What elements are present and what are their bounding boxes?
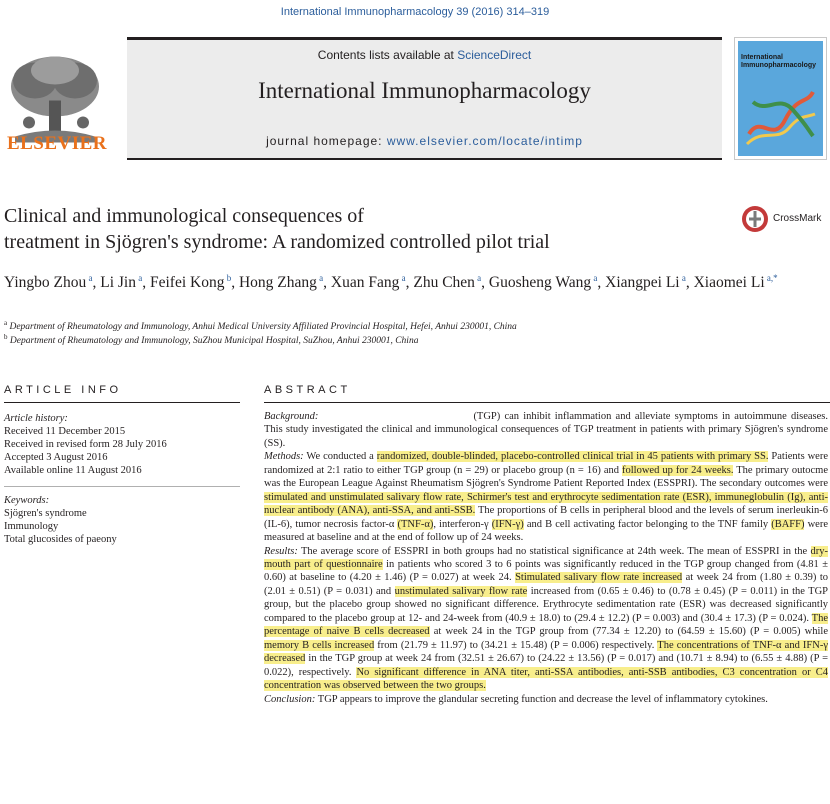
author-affiliation-mark[interactable]: b — [224, 273, 232, 283]
background-label: Background: — [264, 411, 319, 422]
text-run: The primary outocme was the European League Against Rheumatism Sjögren's Syndrome Patient Reported Index (ESSPRI). The secondary outcomes were — [264, 464, 828, 490]
redacted-gap — [318, 410, 473, 420]
highlighted-text: memory B cells increased — [264, 639, 375, 651]
highlighted-text: (BAFF) — [771, 518, 805, 530]
article-title-line-1: Clinical and immunological consequences of — [4, 205, 364, 227]
article-info-heading: ARTICLE INFO — [4, 384, 122, 396]
cover-title: International Immunopharmacology — [741, 54, 817, 69]
highlighted-text: The concentrations of TNF-α and IFN-γ decreased — [264, 639, 828, 665]
keyword-item: Sjögren's syndrome — [4, 508, 87, 519]
text-run: increased from (0.65 ± 0.46) to (0.78 ± 0.45) (P = 0.011) in the TGP group, but the placebo group showed no significant difference. Erythrocyte sedimentation rate (ESR) was decreased significantly compared to the placebo group at 12- and 24-week from (40.9 ± 18.0) to (29.4 ± 12.2) (P = 0.003) and (30.4 ± 17.3) (P = 0.024). — [264, 585, 829, 624]
text-run: , interferon-γ — [433, 518, 492, 530]
highlighted-text: No significant difference in ANA titer, anti-SSA antibodies, anti-SSB antibodies, C3 concentration or C4 concentration was observed between the two groups. — [264, 666, 828, 692]
text-run: at week 24 in the TGP group from (77.34 ± 12.20) to (64.59 ± 15.60) (P = 0.005) while — [429, 626, 828, 638]
highlighted-text: (TNF-α) — [397, 518, 434, 530]
history-label: Article history: — [4, 413, 68, 424]
author-affiliation-mark[interactable]: a,* — [764, 273, 778, 283]
crossmark-label: CrossMark — [773, 213, 822, 224]
crossmark-badge[interactable] — [741, 205, 830, 235]
article-history — [4, 412, 240, 477]
background-text: (TGP) can inhibit inflammation and alleviate symptoms in autoimmune diseases. This study investigated the clinical and immunological consequences of TGP treatment in patients with primary Sjögren's syndrome (SS). — [264, 411, 828, 449]
homepage-prefix: journal homepage: — [266, 134, 387, 148]
article-title — [4, 203, 724, 255]
conclusion-label: Conclusion: — [264, 693, 316, 705]
journal-cover-thumbnail[interactable] — [734, 37, 827, 160]
contents-prefix: Contents lists available at — [317, 48, 458, 62]
text-run: The proportions of B cells in peripheral blood and the levels of serum inerleukin-6 (IL-6), tumor necrosis factor-α — [264, 505, 828, 530]
cover-molecule-image — [743, 84, 817, 150]
author-name[interactable] — [605, 274, 686, 291]
history-accepted: Accepted 3 August 2016 — [4, 452, 108, 463]
affiliation-a-text: Department of Rheumatology and Immunology, Anhui Medical University Affiliated Provincial Hospital, Hefei, Anhui 230001, China — [9, 322, 517, 333]
contents-line — [127, 48, 722, 62]
text-run: from (21.79 ± 11.97) to (34.21 ± 15.48) (P = 0.006) respectively. — [374, 639, 658, 651]
keyword-item: Immunology — [4, 521, 59, 532]
author-name-text[interactable]: Xiangpei Li — [605, 274, 680, 292]
journal-title: International Immunopharmacology — [258, 78, 591, 103]
history-revised: Received in revised form 28 July 2016 — [4, 439, 167, 450]
highlighted-text: stimulated and unstimulated salivary flow rate, Schirmer's test and erythrocyte sedimentation rate (ESR), immuneglobulin (Ig), anti-nuclear antibody (ANA), anti-SSA, and anti-SSB. — [264, 491, 828, 517]
conclusion-text: TGP appears to improve the glandular secreting function and decrease the level of inflammatory cytokines. — [317, 693, 768, 705]
masthead-center — [127, 40, 722, 158]
history-received: Received 11 December 2015 — [4, 426, 126, 437]
journal-masthead — [5, 37, 825, 159]
keywords-label: Keywords: — [4, 495, 50, 506]
author-name[interactable] — [489, 274, 597, 291]
results-text — [264, 546, 828, 692]
results-label: Results: — [264, 545, 298, 557]
text-run: at week 24 from (1.80 ± 0.39) to (2.01 ± 0.51) (P = 0.031) and — [264, 572, 828, 597]
author-name[interactable] — [100, 274, 142, 291]
author-name[interactable] — [150, 274, 231, 291]
abstract-methods — [264, 450, 828, 544]
author-name-text[interactable]: Hong Zhang — [238, 274, 317, 292]
masthead-bottom-rule — [127, 158, 722, 160]
text-run: and B cell activating factor belonging to the TNF family — [523, 518, 772, 530]
author-affiliation-mark[interactable]: a — [474, 273, 482, 283]
article-info-rule — [4, 402, 240, 403]
history-online: Available online 11 August 2016 — [4, 465, 142, 476]
affiliation-a — [4, 319, 814, 332]
history-divider — [4, 486, 240, 487]
article-title-line-2: treatment in Sjögren's syndrome: A randomized controlled pilot trial — [4, 231, 550, 253]
highlighted-text: (IFN-γ) — [491, 518, 524, 530]
author-name-text[interactable]: Zhu Chen — [413, 274, 475, 292]
abstract-results — [264, 545, 828, 693]
text-run: were measured at baseline and at the end of follow up of 24 weeks. — [264, 518, 828, 544]
methods-text — [264, 451, 828, 543]
author-name[interactable] — [694, 274, 778, 291]
affiliation-b-mark: b — [4, 333, 8, 341]
author-name[interactable] — [4, 274, 93, 291]
author-name-text[interactable]: Li Jin — [100, 274, 136, 292]
keywords-block — [4, 494, 240, 546]
abstract-conclusion — [264, 693, 828, 706]
affiliation-b-text: Department of Rheumatology and Immunology, SuZhou Municipal Hospital, SuZhou, Anhui 230001, China — [9, 336, 419, 347]
author-name-text[interactable]: Xuan Fang — [330, 274, 400, 292]
author-name-text[interactable]: Guosheng Wang — [488, 274, 592, 292]
author-affiliation-mark[interactable]: a — [86, 273, 93, 283]
author-list: Yingbo Zhou $^a$, Li Jin $^a$, Feifei Kong $^b$, Hong Zhang $^a$, Xuan Fang $^a$, Zhu Chen $^a$, Guosheng Wang $^a$, Xiangpei Li $^a$, Xiaomei Li $^{a,*}$ — [4, 273, 778, 292]
author-name[interactable] — [331, 274, 406, 291]
crossmark-icon — [741, 205, 769, 233]
author-name-text[interactable]: Yingbo Zhou — [4, 274, 87, 292]
author-name[interactable] — [239, 274, 323, 291]
highlighted-text: The percentage of naive B cells decreased — [264, 612, 828, 638]
publisher-wordmark[interactable]: ELSEVIER — [6, 133, 108, 154]
author-name-text[interactable]: Feifei Kong — [150, 274, 225, 292]
highlighted-text: unstimulated salivary flow rate — [394, 585, 528, 597]
author-affiliation-mark[interactable]: a — [399, 273, 406, 283]
author-affiliation-mark[interactable]: a — [679, 273, 686, 283]
highlighted-text: dry-mouth part of questionnaire — [264, 545, 829, 570]
text-run: We conducted a — [306, 451, 377, 463]
homepage-link[interactable]: www.elsevier.com/locate/intimp — [386, 134, 583, 148]
affiliation-b — [4, 333, 814, 346]
highlighted-text: randomized, double-blinded, placebo-controlled clinical trial in 45 patients with primary SS. — [376, 451, 769, 463]
author-affiliation-mark[interactable]: a — [316, 273, 324, 283]
author-name[interactable] — [413, 274, 481, 291]
text-run: in patients who scored 3 to 6 points was significantly reduced in the TGP group changed from (4.81 ± 0.60) at baseline to (4.20 ± 1.46) (P = 0.027) at week 24. — [264, 558, 828, 584]
author-affiliation-mark[interactable]: a — [136, 273, 143, 283]
journal-homepage-line — [127, 134, 722, 148]
abstract-body — [264, 410, 828, 706]
text-run: Patients were randomized at 2:1 ratio to either TGP group (n = 29) or placebo group (n = 16) and — [264, 451, 828, 476]
keyword-item: Total glucosides of paeony — [4, 534, 117, 545]
author-name-text[interactable]: Xiaomei Li — [693, 274, 765, 292]
sciencedirect-link[interactable]: ScienceDirect — [457, 48, 532, 62]
methods-label: Methods: — [264, 451, 304, 463]
text-run: The average score of ESSPRI in both groups had no statistical significance at 24th week. The mean of ESSPRI in the — [300, 545, 811, 557]
affiliation-a-mark: a — [4, 319, 8, 327]
author-affiliation-mark[interactable]: a — [591, 273, 598, 283]
highlighted-text: followed up for 24 weeks. — [622, 464, 734, 476]
highlighted-text: Stimulated salivary flow rate increased — [515, 572, 683, 584]
abstract-rule — [264, 402, 830, 403]
journal-citation[interactable]: International Immunopharmacology 39 (2016) 314–319 — [280, 6, 550, 18]
text-run: in the TGP group at week 24 from (32.51 ± 26.67) to (24.22 ± 13.56) (P = 0.017) and (10.71 ± 8.94) to (6.55 ± 4.88) (P = 0.022), respectively. — [264, 653, 828, 678]
abstract-background — [264, 410, 828, 450]
abstract-heading: ABSTRACT — [264, 384, 351, 396]
